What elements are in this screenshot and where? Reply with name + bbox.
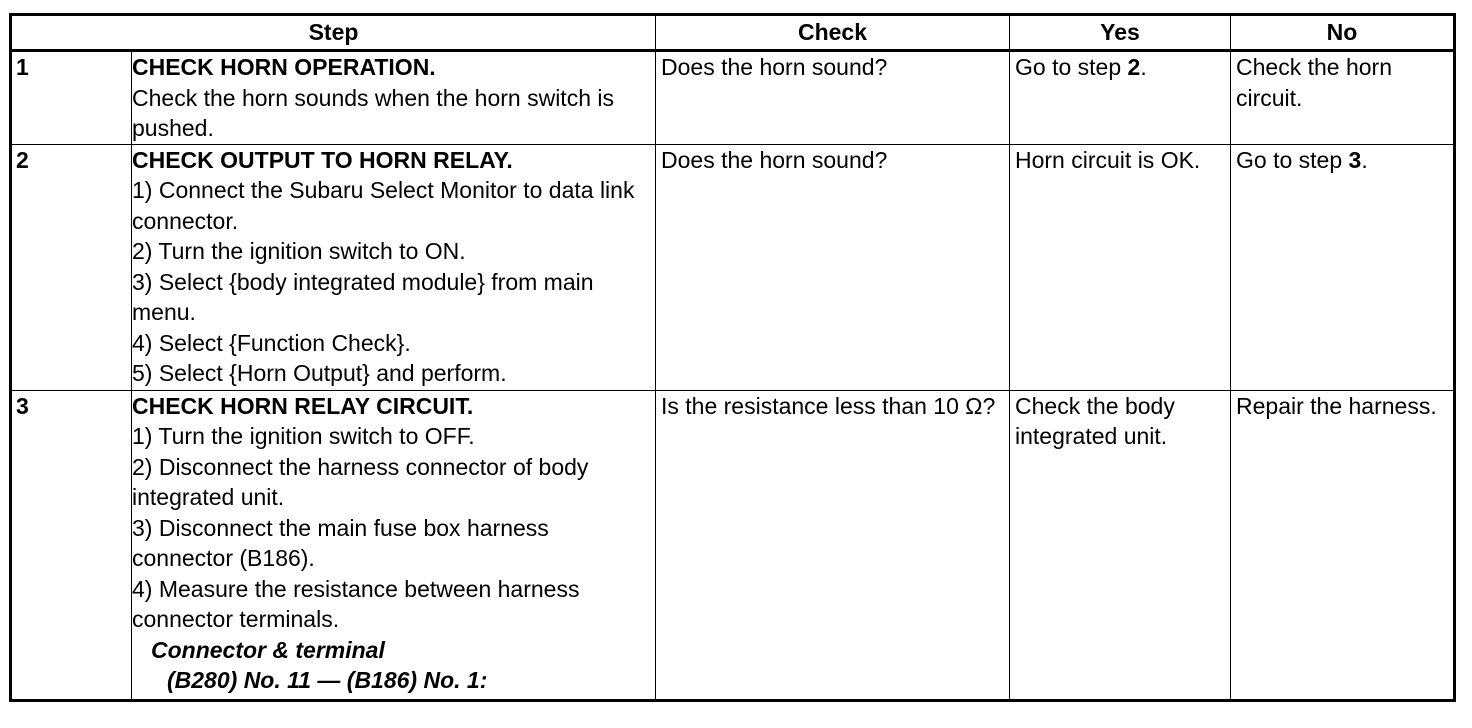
no-cell: Check the horn circuit.: [1231, 51, 1455, 145]
step-instruction: 1) Connect the Subaru Select Monitor to data link connector.: [132, 177, 635, 234]
table-row: [11, 390, 1455, 700]
connector-terminal-detail: (B280) No. 11 — (B186) No. 1:: [167, 667, 488, 693]
step-description: [132, 51, 656, 145]
header-yes: Yes: [1010, 15, 1231, 51]
step-instruction: 3) Disconnect the main fuse box harness connector (B186).: [132, 514, 549, 571]
step-number: 3: [11, 390, 132, 700]
table-row: [11, 144, 1455, 390]
step-instruction: 4) Measure the resistance between harness connector terminals.: [132, 575, 580, 632]
no-suffix: .: [1361, 146, 1368, 173]
no-cell: Repair the harness.: [1231, 390, 1455, 700]
yes-step-ref: 2: [1127, 54, 1141, 80]
step-title: CHECK HORN RELAY CIRCUIT.: [132, 392, 474, 419]
header-check: Check: [656, 15, 1010, 51]
step-instruction: 2) Turn the ignition switch to ON.: [132, 238, 466, 264]
step-instruction: 1) Turn the ignition switch to OFF.: [132, 423, 475, 449]
step-number: 2: [11, 144, 132, 390]
step-instruction: Check the horn sounds when the horn switch is pushed.: [132, 84, 614, 141]
header-no: No: [1231, 15, 1455, 51]
step-number: 1: [11, 51, 132, 145]
check-cell: Is the resistance less than 10 Ω?: [656, 390, 1010, 700]
no-step-ref: 3: [1348, 146, 1362, 173]
check-cell: Does the horn sound?: [656, 144, 1010, 390]
step-description: [132, 390, 656, 700]
check-cell: Does the horn sound?: [656, 51, 1010, 145]
yes-cell: Horn circuit is OK.: [1010, 144, 1231, 390]
no-cell: [1231, 144, 1455, 390]
step-instruction: 2) Disconnect the harness connector of body integrated unit.: [132, 453, 589, 510]
connector-terminal-label: Connector & terminal: [151, 636, 385, 663]
no-text: Go to step: [1236, 146, 1349, 173]
header-step: Step: [11, 15, 656, 51]
step-instruction: 5) Select {Horn Output} and perform.: [132, 360, 507, 386]
yes-suffix: .: [1140, 54, 1147, 80]
diagnostic-table-container: [9, 13, 1456, 702]
yes-cell: Check the body integrated unit.: [1010, 390, 1231, 700]
step-description: [132, 144, 656, 390]
table-row: [11, 51, 1455, 145]
step-title: CHECK OUTPUT TO HORN RELAY.: [132, 146, 513, 173]
header-row: [11, 15, 1455, 51]
yes-cell: [1010, 51, 1231, 145]
yes-text: Go to step: [1015, 54, 1128, 80]
diagnostic-table: [9, 13, 1456, 702]
step-instruction: 4) Select {Function Check}.: [132, 329, 411, 356]
step-instruction: 3) Select {body integrated module} from main menu.: [132, 268, 594, 325]
step-title: CHECK HORN OPERATION.: [132, 54, 436, 80]
